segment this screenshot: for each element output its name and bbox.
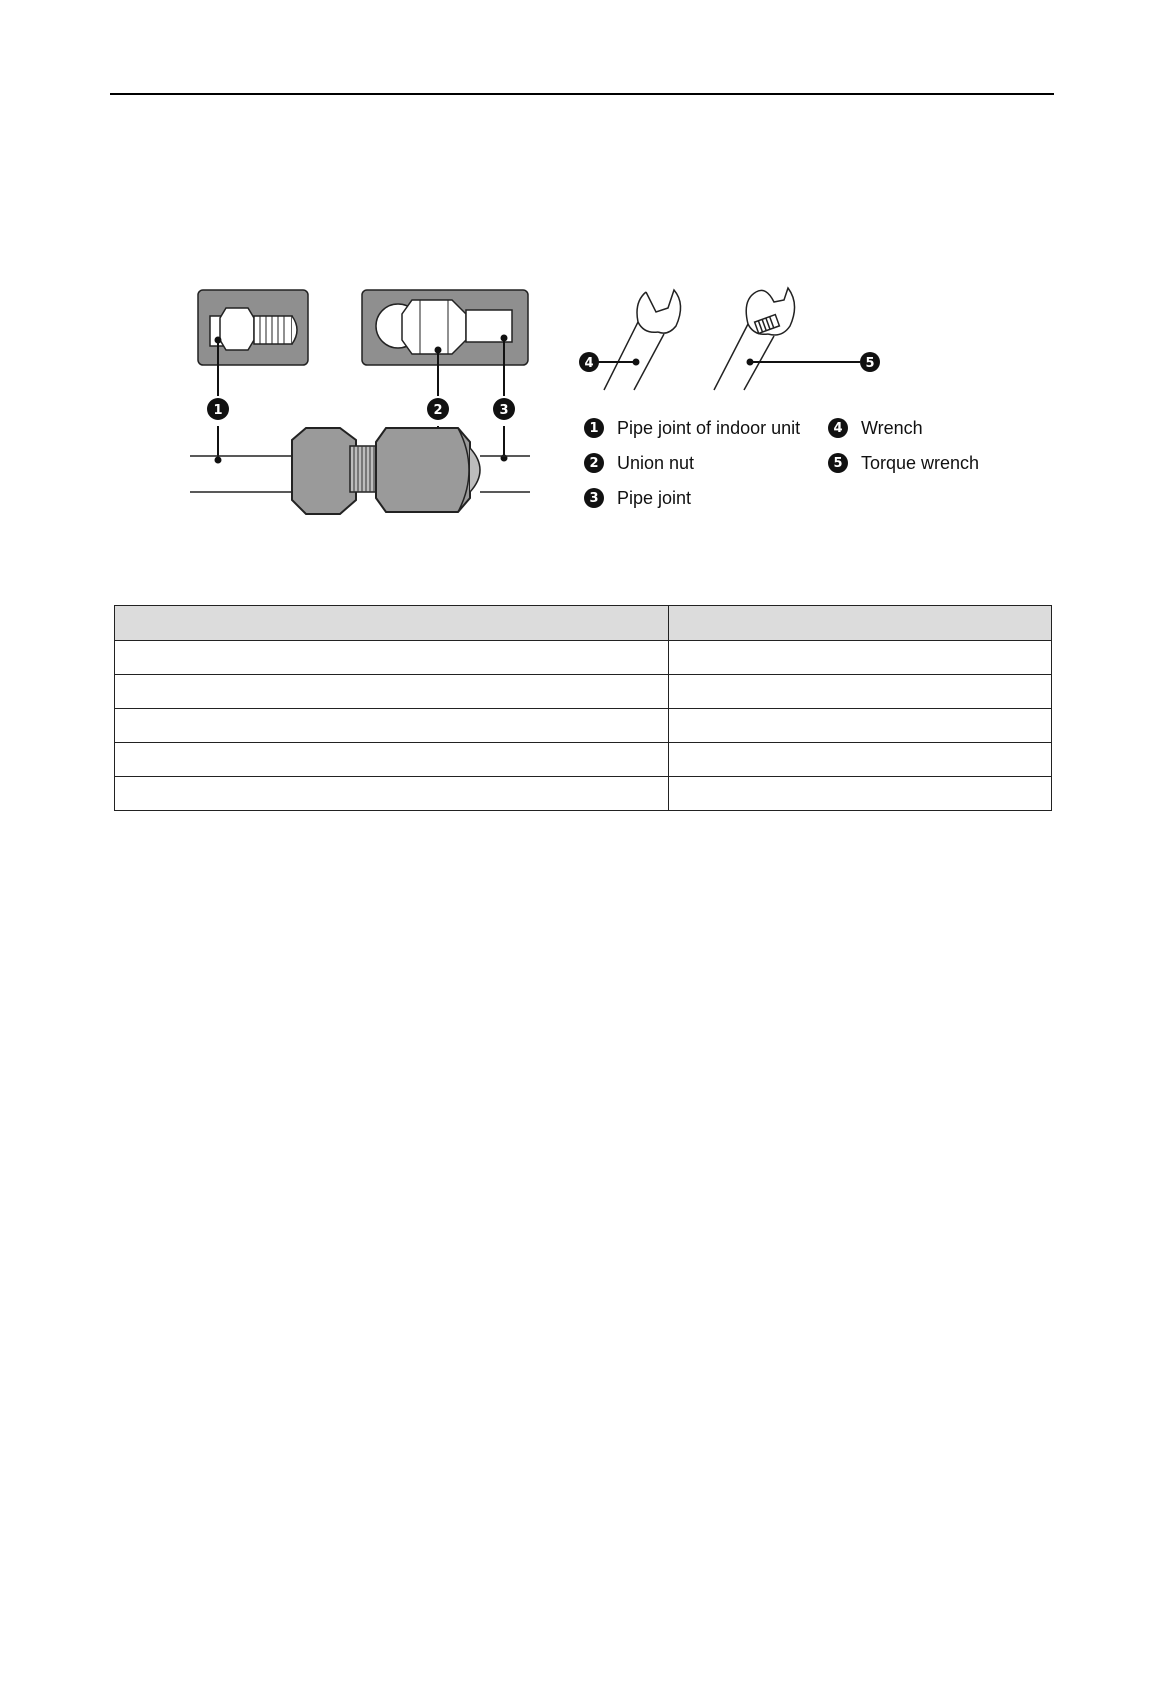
table-header-cell <box>115 606 669 641</box>
table-cell <box>669 743 1052 777</box>
legend-label: Union nut <box>617 452 695 473</box>
table-cell <box>669 641 1052 675</box>
svg-text:1: 1 <box>213 403 223 418</box>
table-cell <box>669 777 1052 811</box>
table-cell <box>669 675 1052 709</box>
legend-label: Torque wrench <box>861 452 980 473</box>
legend-badge: 1 <box>584 418 604 438</box>
torque-wrench-drawing <box>714 288 795 390</box>
svg-text:2: 2 <box>433 403 443 418</box>
legend-label: Pipe joint <box>617 487 692 508</box>
legend-badge: 2 <box>584 453 604 473</box>
table-header-row <box>115 606 1052 641</box>
header-rule <box>110 93 1054 95</box>
legend-item-union-nut <box>584 450 694 476</box>
wrench-drawing <box>604 290 681 390</box>
legend-label: Wrench <box>861 417 923 438</box>
parts-legend <box>584 415 1044 525</box>
table-cell <box>115 641 669 675</box>
svg-text:5: 5 <box>865 356 875 371</box>
table-row <box>115 743 1052 777</box>
callout-1 <box>207 398 229 420</box>
table-cell <box>115 675 669 709</box>
callout-5 <box>860 352 880 372</box>
inset-indoor-joint <box>198 290 308 365</box>
table-cell <box>115 777 669 811</box>
table-row <box>115 709 1052 743</box>
legend-item-pipe-joint-indoor <box>584 415 800 441</box>
torque-spec-table <box>114 605 1052 811</box>
callout-2 <box>427 398 449 420</box>
table-header-cell <box>669 606 1052 641</box>
legend-item-torque-wrench <box>828 450 979 476</box>
legend-badge: 4 <box>828 418 848 438</box>
table-row <box>115 777 1052 811</box>
legend-badge: 3 <box>584 488 604 508</box>
wrenches-illustration <box>578 282 908 397</box>
legend-item-pipe-joint <box>584 485 691 511</box>
legend-badge: 5 <box>828 453 848 473</box>
svg-text:3: 3 <box>499 403 509 418</box>
table-cell <box>669 709 1052 743</box>
legend-label: Pipe joint of indoor unit <box>617 417 801 438</box>
legend-item-wrench <box>828 415 923 441</box>
svg-text:4: 4 <box>584 356 594 371</box>
table-cell <box>115 743 669 777</box>
table-row <box>115 675 1052 709</box>
table-cell <box>115 709 669 743</box>
main-joint-assembly <box>190 428 530 514</box>
table-row <box>115 641 1052 675</box>
callout-4 <box>579 352 599 372</box>
callout-3 <box>493 398 515 420</box>
pipe-joint-illustration <box>190 278 540 518</box>
